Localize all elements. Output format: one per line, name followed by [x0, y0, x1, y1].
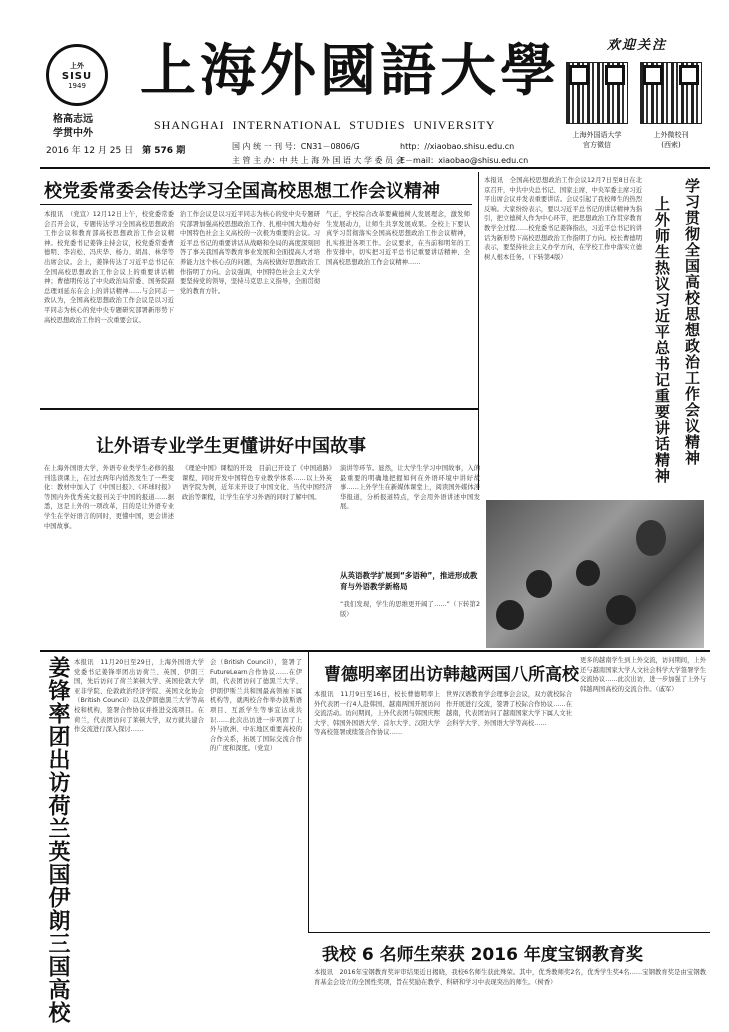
- article1-headline: 校党委常委会传达学习全国高校思想工作会议精神: [44, 181, 440, 202]
- wechat-qr-code[interactable]: [566, 62, 628, 124]
- cn-number: 国 内 统 一 刊 号：CN31－0806/G: [232, 142, 360, 151]
- article2-column-3: 演讲等环节。显然，让大学生学习中国故事，入的最重要的明确地把握如何在外语环境中讲好故事……上外学生在新媒体课堂上，阅读国外媒体涉华报道，分析报道特点，学会用外语讲述中国发展。: [340, 465, 480, 511]
- sidebar-title-1: 学习贯彻全国高校思想政治工作会议精神: [683, 178, 701, 466]
- article4-headline: 曹德明率团出访韩越两国八所高校: [324, 665, 579, 685]
- sidebar-left-rule: [478, 172, 479, 490]
- article3-right-rule: [308, 652, 309, 932]
- article1-column-3: 气正，学校综合改革要藏德树人发展理念，激发师生发展动力，让师生共享发展成果。全校上下要认真学习贯彻落实全国高校思想政治工作会议精神，扎实推进各项工作。会议要求，在当前和明年的工作安排中，切实把习近平总书记重要讲话精神、全国高校思想政治工作会议精神……: [326, 211, 470, 266]
- article5-body: 本报讯 2016年宝钢教育奖评审结果近日揭晓，我校6名师生获此殊荣。其中，优秀教师奖2名，优秀学生奖4名……宝钢教育奖是由宝钢教育基金会设立的全国性奖项，旨在奖励在教学、科研和学习中表现突出的师生。（树香）: [314, 969, 706, 986]
- section5-divider: [308, 932, 710, 933]
- article1-column-2: 治工作会议是以习近平同志为核心的党中央专题研究部署加强高校思想政治工作、扎根中国大地办好中国特色社会主义高校的一次极为重要的会议。习近平总书记的重要讲话从战略和全局的高度深刻回答了事关我国高等教育事业发展和全面提高人才培养能力这个核心点的问题，为高校做好思想政治工作指明了方向。会议强调，中国特色社会主义大学要坚持党的领导，坚持马克思主义指导，全面贯彻党的教育方针。: [180, 211, 320, 295]
- section3-divider: [40, 650, 710, 652]
- english-name: SHANGHAI INTERNATIONAL STUDIES UNIVERSITY: [154, 118, 496, 132]
- qr1-label: 上海外国语大学 官方微信: [572, 131, 622, 149]
- classroom-photo: [486, 500, 704, 648]
- motto-line-2: 学贯中外: [53, 128, 93, 139]
- article4-column-3: 更多的越南学生到上外交流，访问期间，上外还与越南国家大学人文社会科学大学签署学生交流协议……此次出访，进一步加强了上外与韩越两国高校的交流合作。（戚军）: [580, 657, 706, 693]
- article3-headline: 姜锋率团出访荷兰英国伊朗三国高校: [45, 656, 70, 1024]
- section2-divider: [40, 408, 478, 410]
- article3-column-2: 会（British Council），签署了FutureLearn合作协议……在伊朗，代表团访问了德黑兰大学、伊朗伊斯兰共和国最高领袖下属机构等，就两校合作举办波斯语项目、互派学生等事宜达成共识……此次出访进一步巩固了上外与欧洲、中东地区重要高校的合作关系，拓展了国际交流合作的广度和深度。（党宣）: [210, 659, 302, 753]
- article4-column-1: 本报讯 11月9日至16日，校长曹德明率上外代表团一行4人赴韩国、越南两国开展访问交流活动。访问期间，上外代表团与韩国庆熙大学、韩国外国语大学、首尔大学、汉阳大学等高校签署或续签合作协议……: [314, 691, 440, 737]
- article1-column-1: 本报讯 （党宣）12月12日上午，校党委常委会召开会议，专题传达学习全国高校思想政治工作会议和教育部高校思想政治工作会议精神。校党委书记姜锋主持会议，校党委常委曹德明、李岩松、冯庆华、杨力、胡昌、林华等出席会议。会上，姜锋传达了习近平总书记在全国高校思想政治工作会议上的重要讲话精神；曹德明传达了中央政治局常委、国务院副总理刘延东在会上的讲话精神……与会同志一致认为，全国高校思想政治工作会议是以习近平同志为核心的党中央专题研究部署新形势下高校思想政治工作的一次重要会议。: [44, 211, 174, 324]
- website[interactable]: http：//xiaobao.shisu.edu.cn: [400, 142, 515, 151]
- qr2-label: 上外微校刊 (西索): [653, 131, 689, 149]
- university-logo: 上外 SISU 1949: [46, 44, 108, 106]
- issue-date: 2016 年 12 月 25 日 第 576 期: [46, 146, 186, 156]
- follow-us-label: 欢迎关注: [607, 38, 668, 53]
- sidebar-body: 本报讯 全国高校思想政治工作会议12月7日至8日在北京召开，中共中央总书记、国家主席、中央军委主席习近平出席会议并发表重要讲话。会议引起了我校师生的热烈反响。大家纷纷表示，要以习近平总书记的讲话精神为指引，把立德树人作为中心环节，把思想政治工作贯穿教育教学全过程……校党委书记姜锋指出，习近平总书记的讲话为新形势下高校思想政治工作指明了方向。校长曹德明表示，要坚持社会主义办学方向，在学校工作中落实立德树人根本任务。（下转第4版）: [484, 177, 642, 261]
- sponsor: 主 管 主 办：中 共 上 海 外 国 语 大 学 委 员 会: [232, 156, 404, 165]
- weixiaokan-qr-code[interactable]: [640, 62, 702, 124]
- logo-seal-text: 上外: [70, 61, 84, 70]
- article2-headline: 让外语专业学生更懂讲好中国故事: [96, 436, 366, 457]
- article2-column-2: 《理论中国》课程的开设 目前已开设了《中国道路》课程，同时开发中国特色专业教学体系……以上外英语学院为例，近年来开设了中国文化、当代中国经济政治等课程，让学生在学习外语的同时了解中国。: [182, 465, 332, 501]
- photo-caption: 从英语教学扩展到“多语种”，推进形成教育与外语教学新格局: [340, 571, 478, 591]
- article3-column-1: 本报讯 11月20日至29日，上海外国语大学党委书记姜锋率团出访荷兰、英国、伊朗三国，先后访问了荷兰莱顿大学、英国伦敦大学亚非学院、伦敦政治经济学院、英国文化协会（British Council）以及伊朗德黑兰大学等高校和机构，签署合作协议并推进交流项目。在荷兰，代表团访问了莱顿大学，双方就共建合作交流进行深入探讨……: [74, 659, 204, 734]
- sidebar-title-2: 上外师生热议习近平总书记重要讲话精神: [653, 196, 671, 484]
- motto-line-1: 格高志远: [53, 114, 93, 125]
- email[interactable]: E－mail：xiaobao@shisu.edu.cn: [400, 156, 529, 165]
- photo-caption-sub: “我们发现，学生的思维更开阔了……”（下转第2版）: [340, 601, 480, 618]
- newspaper-title: 上海外國語大學: [140, 38, 560, 104]
- masthead-divider: [40, 167, 710, 169]
- article2-column-1: 在上海外国语大学，外语专业类学生必修的报刊选读课上，在过去两年内悄然发生了一些变化：教材中加入了《中国日报》、《环球时报》等国内外优秀英文报刊关于中国的报道……据悉，这是上外的一项改革，目的是让外语专业学生在学好语言的同时，更懂中国，更会讲述中国故事。: [44, 465, 174, 530]
- article5-headline: 我校 6 名师生荣获 2016 年度宝钢教育奖: [322, 945, 643, 965]
- article4-column-2: 世界汉语教育学会理事会会议，双方就校际合作开展进行交流，签署了校际合作协议……在越南，代表团访问了越南国家大学下属人文社会科学大学、外国语大学等高校……: [446, 691, 572, 727]
- article1-divider: [40, 204, 472, 205]
